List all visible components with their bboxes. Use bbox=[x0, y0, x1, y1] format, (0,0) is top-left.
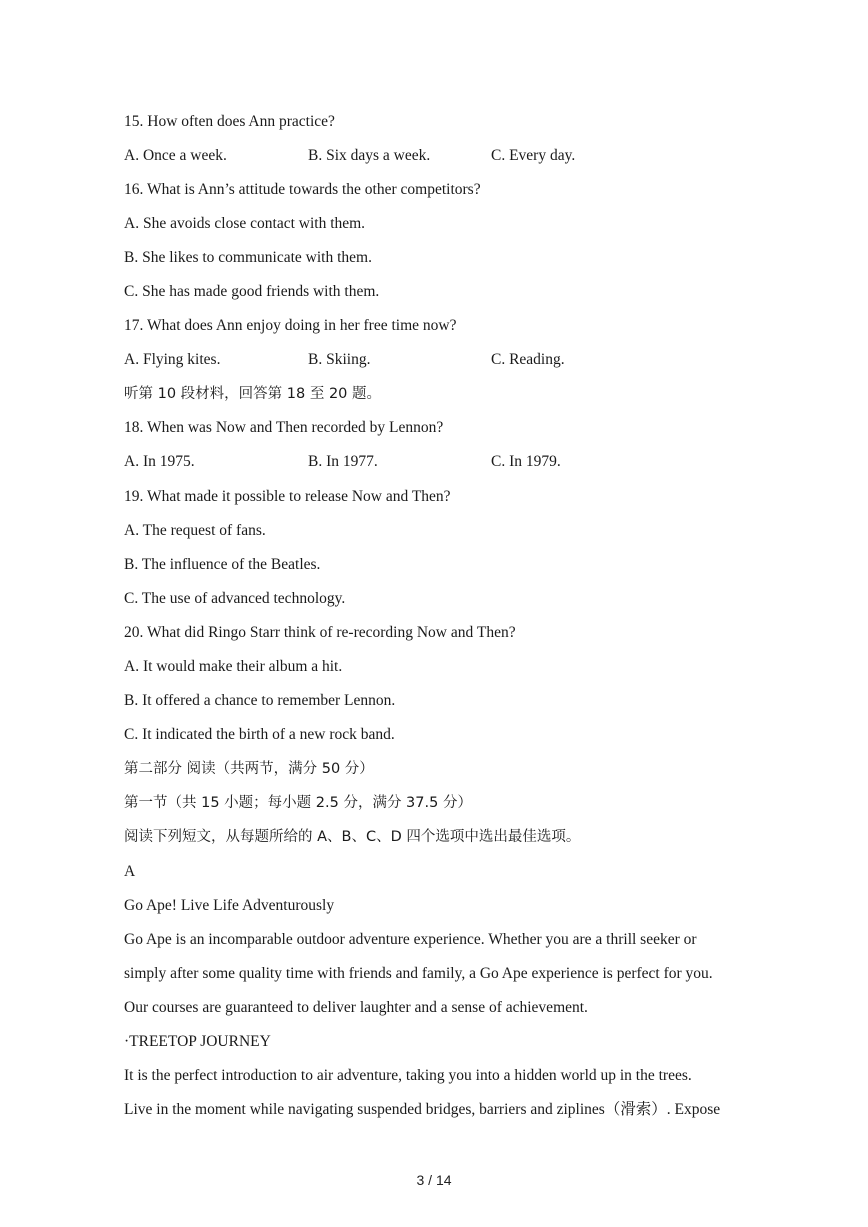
q17-option-c: C. Reading. bbox=[491, 351, 565, 368]
question-16: 16. What is Ann’s attitude towards the other competitors? bbox=[124, 181, 481, 198]
question-18: 18. When was Now and Then recorded by Lennon? bbox=[124, 419, 444, 436]
question-19: 19. What made it possible to release Now and Then? bbox=[124, 488, 451, 505]
q18-option-b: B. In 1977. bbox=[308, 453, 378, 470]
part-2-heading: 第二部分 阅读（共两节，满分 50 分） bbox=[124, 761, 374, 777]
page-number: 3 / 14 bbox=[416, 1172, 452, 1188]
q15-option-a: A. Once a week. bbox=[124, 147, 227, 164]
section-1-heading: 第一节（共 15 小题；每小题 2.5 分，满分 37.5 分） bbox=[124, 795, 472, 811]
passage-line: Live in the moment while navigating suspended bridges, barriers and ziplines（滑索）. Expose bbox=[124, 1101, 721, 1118]
passage-label: A bbox=[124, 863, 136, 880]
section-10-instruction: 听第 10 段材料，回答第 18 至 20 题。 bbox=[124, 386, 382, 402]
q19-option-a: A. The request of fans. bbox=[124, 522, 266, 539]
q17-option-a: A. Flying kites. bbox=[124, 351, 221, 368]
q18-option-a: A. In 1975. bbox=[124, 453, 195, 470]
q15-option-c: C. Every day. bbox=[491, 147, 576, 164]
q16-option-c: C. She has made good friends with them. bbox=[124, 283, 380, 300]
q15-option-b: B. Six days a week. bbox=[308, 147, 431, 164]
passage-line: It is the perfect introduction to air adventure, taking you into a hidden world up in the trees. bbox=[124, 1067, 692, 1084]
q20-option-c: C. It indicated the birth of a new rock band. bbox=[124, 726, 395, 743]
q16-option-a: A. She avoids close contact with them. bbox=[124, 215, 366, 232]
reading-instruction: 阅读下列短文，从每题所给的 A、B、C、D 四个选项中选出最佳选项。 bbox=[124, 829, 581, 845]
passage-line: Go Ape is an incomparable outdoor adventure experience. Whether you are a thrill seeker or bbox=[124, 931, 697, 948]
passage-subheading: ·TREETOP JOURNEY bbox=[124, 1033, 271, 1050]
q19-option-c: C. The use of advanced technology. bbox=[124, 590, 346, 607]
passage-title: Go Ape! Live Life Adventurously bbox=[124, 897, 335, 914]
q20-option-a: A. It would make their album a hit. bbox=[124, 658, 343, 675]
passage-line: simply after some quality time with friends and family, a Go Ape experience is perfect for you. bbox=[124, 965, 713, 982]
q17-option-b: B. Skiing. bbox=[308, 351, 371, 368]
question-15: 15. How often does Ann practice? bbox=[124, 113, 335, 130]
q20-option-b: B. It offered a chance to remember Lennon. bbox=[124, 692, 396, 709]
question-20: 20. What did Ringo Starr think of re-recording Now and Then? bbox=[124, 624, 516, 641]
question-17: 17. What does Ann enjoy doing in her free time now? bbox=[124, 317, 457, 334]
q19-option-b: B. The influence of the Beatles. bbox=[124, 556, 321, 573]
passage-line: Our courses are guaranteed to deliver laughter and a sense of achievement. bbox=[124, 999, 588, 1016]
q18-option-c: C. In 1979. bbox=[491, 453, 561, 470]
q16-option-b: B. She likes to communicate with them. bbox=[124, 249, 372, 266]
